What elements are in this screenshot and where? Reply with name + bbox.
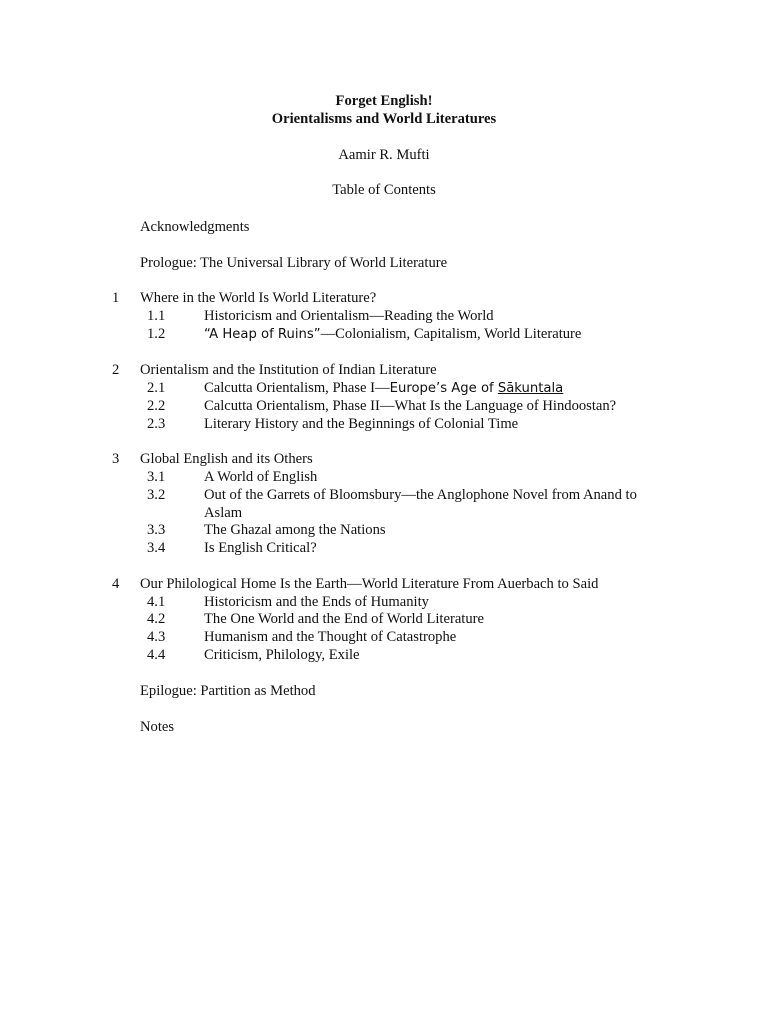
- chapter-title: Orientalism and the Institution of Indian Literature: [140, 362, 437, 378]
- section-title-continuation: Aslam: [204, 505, 243, 521]
- section-number: 2.3: [147, 416, 166, 432]
- section-title-main: Calcutta Orientalism, Phase I—: [204, 380, 390, 396]
- section-number: 2.1: [147, 380, 166, 396]
- section-title-underlined: Sākuntala: [497, 381, 564, 396]
- section-number: 3.4: [147, 540, 166, 556]
- chapter-number: 1: [112, 290, 120, 306]
- section-title: Literary History and the Beginnings of Colonial Time: [204, 416, 519, 432]
- book-title: Forget English!: [335, 93, 433, 109]
- section-number: 4.3: [147, 629, 166, 645]
- section-title: Is English Critical?: [204, 540, 317, 556]
- section-title: Historicism and the Ends of Humanity: [204, 594, 429, 610]
- section-number: 2.2: [147, 398, 166, 414]
- section-title: [204, 379, 563, 398]
- section-title-quote: “A Heap of Ruins”: [204, 327, 321, 342]
- section-number: 4.2: [147, 611, 166, 627]
- section-title: The One World and the End of World Literature: [204, 611, 484, 627]
- section-number: 4.4: [147, 647, 166, 663]
- section-number: 4.1: [147, 594, 166, 610]
- toc-entry-acknowledgments: Acknowledgments: [140, 219, 250, 235]
- toc-entry-prologue: Prologue: The Universal Library of World Literature: [140, 255, 448, 271]
- toc-heading: Table of Contents: [332, 182, 436, 198]
- section-number: 3.3: [147, 522, 166, 538]
- section-title: Calcutta Orientalism, Phase II—What Is the Language of Hindoostan?: [204, 398, 617, 414]
- section-number: 1.2: [147, 326, 166, 342]
- chapter-number: 2: [112, 362, 120, 378]
- book-subtitle: Orientalisms and World Literatures: [271, 111, 497, 127]
- section-title-rest: —Colonialism, Capitalism, World Literature: [320, 326, 582, 342]
- chapter-number: 3: [112, 451, 120, 467]
- toc-entry-epilogue: Epilogue: Partition as Method: [140, 683, 316, 699]
- section-number: 3.2: [147, 487, 166, 503]
- section-title: Historicism and Orientalism—Reading the World: [204, 308, 494, 324]
- section-title: A World of English: [204, 469, 318, 485]
- section-title: [204, 325, 581, 344]
- chapter-number: 4: [112, 576, 120, 592]
- author-name: Aamir R. Mufti: [338, 147, 430, 163]
- section-number: 1.1: [147, 308, 166, 324]
- chapter-title: Where in the World Is World Literature?: [140, 290, 377, 306]
- chapter-title: Global English and its Others: [140, 451, 313, 467]
- section-number: 3.1: [147, 469, 166, 485]
- section-title: The Ghazal among the Nations: [204, 522, 386, 538]
- section-title: Criticism, Philology, Exile: [204, 647, 360, 663]
- section-title-sans: Europe’s Age of: [389, 381, 498, 396]
- section-title: Out of the Garrets of Bloomsbury—the Anglophone Novel from Anand to: [204, 487, 637, 503]
- section-title: Humanism and the Thought of Catastrophe: [204, 629, 457, 645]
- toc-entry-notes: Notes: [140, 719, 175, 735]
- chapter-title: Our Philological Home Is the Earth—World Literature From Auerbach to Said: [140, 576, 599, 592]
